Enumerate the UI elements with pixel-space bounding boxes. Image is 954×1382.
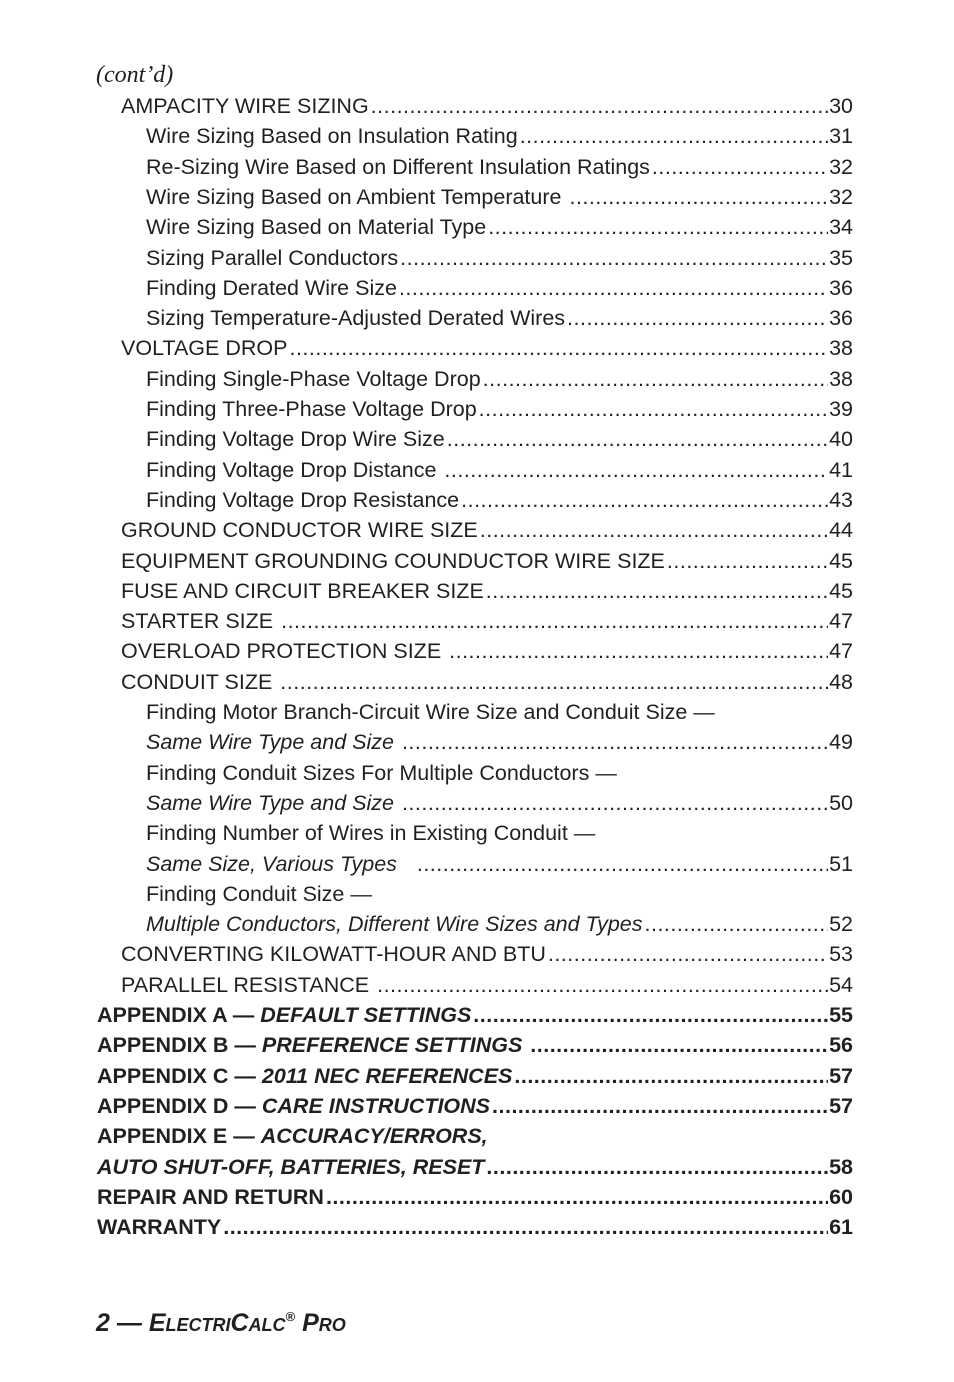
toc-page-number: 41 — [829, 457, 853, 482]
toc-entry — [146, 424, 853, 454]
toc-page-number: 49 — [829, 730, 853, 755]
toc-entry-title: Sizing Temperature-Adjusted Derated Wires — [146, 306, 566, 331]
toc-page-number: 51 — [829, 851, 853, 876]
toc-entry — [146, 727, 853, 757]
footer-text-part: RO — [318, 1315, 346, 1335]
toc-page-number: 58 — [829, 1154, 853, 1179]
toc-entry — [97, 1212, 853, 1242]
dot-leader — [377, 970, 828, 1000]
dot-leader — [417, 849, 828, 879]
toc-entry — [146, 879, 853, 909]
dot-leader — [486, 576, 828, 606]
toc-page-number: 44 — [829, 518, 853, 543]
toc-entry — [146, 273, 853, 303]
footer-text-part: LECTRI — [165, 1315, 231, 1335]
toc-page-number: 53 — [829, 942, 853, 967]
dot-leader — [281, 606, 828, 636]
toc-entry-title: Same Wire Type and Size — [146, 790, 400, 815]
toc-page-number: 32 — [829, 184, 853, 209]
toc-entry — [146, 394, 853, 424]
dot-leader — [444, 455, 828, 485]
toc-page-number: 55 — [829, 1003, 853, 1027]
dot-leader — [289, 333, 828, 363]
toc-page-number: 38 — [829, 336, 853, 361]
toc-entry — [97, 1182, 853, 1212]
toc-page-number: 32 — [829, 154, 853, 179]
dot-leader — [486, 1152, 828, 1182]
dot-leader — [402, 788, 828, 818]
footer-text-part: E — [148, 1309, 166, 1337]
toc-entry-title: Wire Sizing Based on Ambient Temperature — [146, 184, 568, 209]
toc-entry-title: CONVERTING KILOWATT-HOUR AND BTU — [121, 942, 546, 967]
toc-entry-title: APPENDIX E — — [97, 1124, 261, 1149]
toc-entry-title: Finding Conduit Sizes For Multiple Conductors — — [146, 760, 617, 785]
dot-leader — [447, 424, 828, 454]
dot-leader — [480, 515, 828, 545]
toc-entry — [146, 152, 853, 182]
toc-entry-title: REPAIR AND RETURN — [97, 1184, 324, 1209]
dot-leader — [326, 1182, 828, 1212]
footer-product-name — [149, 1309, 286, 1337]
toc-entry-title: AUTO SHUT-OFF, BATTERIES, RESET — [97, 1154, 485, 1179]
registered-mark: ® — [285, 1309, 296, 1324]
dot-leader — [399, 273, 828, 303]
toc-entry-title: GROUND CONDUCTOR WIRE SIZE — [121, 518, 478, 543]
toc-entry-title: APPENDIX B — — [97, 1033, 262, 1058]
toc-entry — [146, 182, 853, 212]
toc-page-number: 47 — [829, 639, 853, 664]
dot-leader — [645, 909, 829, 939]
toc-entry — [97, 1091, 853, 1121]
toc-entry — [146, 364, 853, 394]
toc-page-number: 34 — [829, 215, 853, 240]
toc-entry — [121, 636, 853, 666]
toc-entry-title: STARTER SIZE — [121, 609, 280, 634]
toc-entry — [146, 758, 853, 788]
toc-page-number: 38 — [829, 366, 853, 391]
toc-page-number: 31 — [829, 124, 853, 149]
toc-entry-title: Finding Voltage Drop Distance — [146, 457, 443, 482]
toc-page-number: 57 — [829, 1063, 853, 1088]
dot-leader — [569, 182, 828, 212]
dot-leader — [400, 243, 828, 273]
dot-leader — [567, 303, 828, 333]
dot-leader — [280, 667, 828, 697]
toc-entry-title: Multiple Conductors, Different Wire Sizes and Types — [146, 912, 643, 937]
toc-page-number: 36 — [829, 275, 853, 300]
dot-leader — [548, 939, 828, 969]
toc-entry — [146, 455, 853, 485]
toc-entry-title: Finding Three-Phase Voltage Drop — [146, 397, 477, 421]
dot-leader — [449, 636, 828, 666]
toc-entry — [146, 788, 853, 818]
dot-leader — [520, 121, 828, 151]
toc-entry-title: Finding Motor Branch-Circuit Wire Size and Conduit Size — — [146, 700, 715, 724]
toc-entry-title: Same Size, Various Types — [146, 851, 415, 876]
toc-entry-title: APPENDIX C — — [97, 1063, 262, 1088]
dot-leader — [223, 1212, 828, 1242]
toc-page-number: 57 — [829, 1093, 853, 1118]
toc-entry-title: Wire Sizing Based on Insulation Rating — [146, 124, 518, 149]
toc-entry-title: Sizing Parallel Conductors — [146, 245, 399, 270]
toc-page-number: 45 — [829, 578, 853, 603]
toc-entry-title: APPENDIX D — — [97, 1093, 262, 1118]
dot-leader — [473, 1000, 828, 1030]
toc-page-number: 61 — [829, 1215, 853, 1240]
continued-label: (cont’d) — [96, 62, 174, 88]
toc-entry-title: ACCURACY/ERRORS, — [260, 1124, 488, 1149]
dot-leader — [652, 152, 828, 182]
toc-entry — [146, 212, 853, 242]
toc-entry — [146, 121, 853, 151]
dot-leader — [483, 364, 828, 394]
toc-entry — [121, 939, 853, 969]
toc-entry — [97, 1061, 853, 1091]
toc-page-number: 48 — [829, 669, 853, 694]
toc-entry — [121, 515, 853, 545]
toc-entry-title: WARRANTY — [97, 1215, 222, 1240]
toc-entry-title: 2011 NEC REFERENCES — [261, 1063, 513, 1088]
toc-entry — [121, 970, 853, 1000]
toc-entry — [146, 909, 853, 939]
toc-entry-title: Same Wire Type and Size — [146, 730, 400, 755]
toc-entry-title: CARE INSTRUCTIONS — [261, 1093, 491, 1118]
toc-page-number: 30 — [829, 94, 853, 118]
toc-entry-title: Finding Derated Wire Size — [146, 275, 397, 300]
toc-entry — [121, 91, 853, 121]
footer-dash: — — [109, 1309, 149, 1337]
toc-entry-title: DEFAULT SETTINGS — [260, 1003, 472, 1027]
toc-page-number: 54 — [829, 972, 853, 997]
toc-entry-title: PARALLEL RESISTANCE — [121, 972, 376, 997]
dot-leader — [488, 212, 828, 242]
toc-entry-title: Finding Voltage Drop Wire Size — [146, 427, 445, 452]
toc-page-number: 56 — [829, 1033, 853, 1058]
toc-entry — [121, 576, 853, 606]
toc-entry — [121, 606, 853, 636]
toc-entry-title: AMPACITY WIRE SIZING — [121, 94, 369, 118]
toc-entry — [121, 667, 853, 697]
footer-text-part: ALC — [248, 1315, 286, 1335]
footer-text-part: C — [230, 1309, 249, 1337]
toc-entry-title: FUSE AND CIRCUIT BREAKER SIZE — [121, 578, 484, 603]
toc-page-number: 40 — [829, 427, 853, 452]
toc-entry-title: Re-Sizing Wire Based on Different Insulation Ratings — [146, 154, 650, 179]
dot-leader — [402, 727, 828, 757]
dot-leader — [514, 1061, 828, 1091]
toc-entry-title: VOLTAGE DROP — [121, 336, 288, 361]
dot-leader — [371, 91, 828, 121]
toc-entry-title: Wire Sizing Based on Material Type — [146, 215, 487, 240]
toc-entry — [121, 546, 853, 576]
toc-page-number: 35 — [829, 245, 853, 270]
toc-page-number: 60 — [829, 1184, 853, 1209]
toc-entry — [146, 243, 853, 273]
footer-edition-name — [295, 1309, 346, 1337]
dot-leader — [461, 485, 828, 515]
toc-page-number: 52 — [829, 912, 853, 937]
toc-page-number: 39 — [829, 397, 853, 421]
toc-entry-title: Finding Single-Phase Voltage Drop — [146, 366, 481, 391]
toc-entry — [97, 1152, 853, 1182]
dot-leader — [479, 394, 828, 424]
toc-page-number: 47 — [829, 609, 853, 634]
footer-page-number: 2 — [96, 1309, 110, 1337]
page-footer — [96, 1309, 346, 1338]
toc-entry — [146, 485, 853, 515]
toc-entry — [97, 1030, 853, 1060]
dot-leader — [492, 1091, 828, 1121]
dot-leader — [530, 1030, 828, 1060]
toc-entry — [146, 303, 853, 333]
toc-entry — [121, 333, 853, 363]
toc-entry-title: EQUIPMENT GROUNDING COUNDUCTOR WIRE SIZE — [121, 548, 665, 573]
toc-entry — [97, 1000, 853, 1030]
dot-leader — [667, 546, 828, 576]
toc-entry-title: Finding Voltage Drop Resistance — [146, 487, 460, 512]
toc-entry-title: PREFERENCE SETTINGS — [261, 1033, 529, 1058]
toc-entry — [146, 697, 853, 727]
toc-entry — [146, 849, 853, 879]
toc-entry — [97, 1121, 853, 1151]
footer-text-part: P — [295, 1309, 319, 1337]
toc-entry-title: CONDUIT SIZE — [121, 669, 279, 694]
toc-page-number: 50 — [829, 790, 853, 815]
toc-entry-title: Finding Number of Wires in Existing Conduit — — [146, 821, 596, 846]
toc-entry — [146, 818, 853, 848]
toc-entry-title: OVERLOAD PROTECTION SIZE — [121, 639, 448, 664]
toc-page-number: 36 — [829, 306, 853, 331]
toc-entry-title: APPENDIX A — — [97, 1003, 261, 1027]
toc-page-number: 43 — [829, 487, 853, 512]
toc-entry-title: Finding Conduit Size — — [146, 881, 372, 906]
toc-page-number: 45 — [829, 548, 853, 573]
